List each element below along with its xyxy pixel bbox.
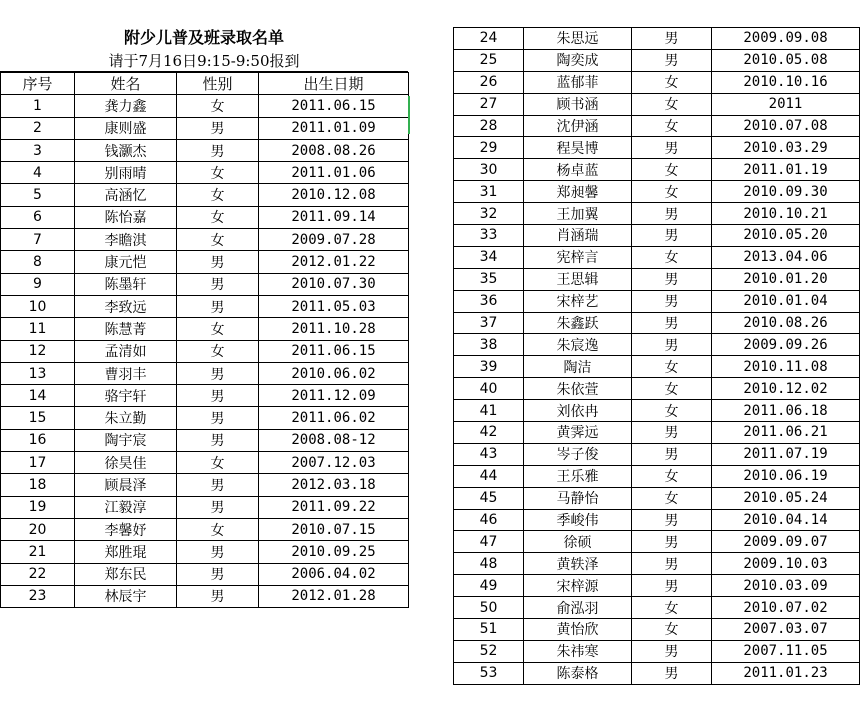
cell-number: 42 (454, 422, 524, 444)
cell-name: 王乐雅 (524, 465, 632, 487)
cell-name: 顾书涵 (524, 93, 632, 115)
cell-name: 陶奕成 (524, 49, 632, 71)
table-row (1, 229, 409, 251)
table-row (454, 28, 860, 50)
cell-gender: 女 (632, 619, 712, 641)
cell-number: 50 (454, 597, 524, 619)
cell-number: 12 (1, 340, 75, 362)
cell-name: 蓝郁菲 (524, 71, 632, 93)
table-row (1, 518, 409, 540)
column-header: 出生日期 (259, 73, 409, 95)
cell-gender: 女 (632, 356, 712, 378)
cell-number: 23 (1, 585, 75, 607)
table-row (454, 378, 860, 400)
cell-name: 陈怡嘉 (75, 206, 177, 228)
cell-gender: 男 (177, 139, 259, 161)
table-row (454, 356, 860, 378)
cell-name: 李致远 (75, 295, 177, 317)
cell-gender: 女 (632, 159, 712, 181)
cell-birthdate: 2010.10.16 (712, 71, 860, 93)
cell-birthdate: 2011.01.19 (712, 159, 860, 181)
table-row (1, 184, 409, 206)
cell-number: 35 (454, 268, 524, 290)
table-row (1, 385, 409, 407)
cell-name: 李瞻淇 (75, 229, 177, 251)
cell-name: 杨卓蓝 (524, 159, 632, 181)
cell-name: 康则盛 (75, 117, 177, 139)
table-row (454, 137, 860, 159)
cell-birthdate: 2010.03.09 (712, 575, 860, 597)
cell-birthdate: 2010.01.04 (712, 290, 860, 312)
cell-gender: 男 (632, 443, 712, 465)
cell-gender: 女 (632, 246, 712, 268)
cell-name: 孟清如 (75, 340, 177, 362)
cell-number: 39 (454, 356, 524, 378)
cell-number: 27 (454, 93, 524, 115)
cell-gender: 男 (177, 407, 259, 429)
cell-name: 郑东民 (75, 563, 177, 585)
cell-name: 王思辑 (524, 268, 632, 290)
cell-birthdate: 2011.01.09 (259, 117, 409, 139)
cell-name: 黄怡欣 (524, 619, 632, 641)
cell-gender: 男 (632, 28, 712, 50)
cell-name: 钱灏杰 (75, 139, 177, 161)
cell-number: 19 (1, 496, 75, 518)
cell-gender: 男 (632, 312, 712, 334)
cell-birthdate: 2009.09.07 (712, 531, 860, 553)
cell-name: 郑胜琨 (75, 541, 177, 563)
cell-birthdate: 2010.03.29 (712, 137, 860, 159)
cell-number: 53 (454, 662, 524, 684)
roster-sheet-left (0, 25, 408, 608)
cell-birthdate: 2011.05.03 (259, 295, 409, 317)
cell-number: 17 (1, 452, 75, 474)
cell-number: 14 (1, 385, 75, 407)
cell-name: 朱依萱 (524, 378, 632, 400)
cell-number: 22 (1, 563, 75, 585)
cell-birthdate: 2012.01.28 (259, 585, 409, 607)
cell-birthdate: 2010.12.08 (259, 184, 409, 206)
cell-gender: 男 (632, 640, 712, 662)
cell-name: 俞泓羽 (524, 597, 632, 619)
cell-number: 26 (454, 71, 524, 93)
cell-birthdate: 2011.07.19 (712, 443, 860, 465)
cell-gender: 男 (177, 273, 259, 295)
cell-birthdate: 2011.06.02 (259, 407, 409, 429)
cell-gender: 女 (632, 71, 712, 93)
cell-number: 29 (454, 137, 524, 159)
cell-name: 沈伊涵 (524, 115, 632, 137)
cell-name: 朱思远 (524, 28, 632, 50)
cell-birthdate: 2010.01.20 (712, 268, 860, 290)
cell-birthdate: 2010.06.19 (712, 465, 860, 487)
table-row (1, 340, 409, 362)
cell-gender: 男 (632, 422, 712, 444)
cell-gender: 男 (632, 225, 712, 247)
table-row (454, 115, 860, 137)
table-row (454, 225, 860, 247)
cell-birthdate: 2010.09.30 (712, 181, 860, 203)
table-row (1, 541, 409, 563)
cell-number: 52 (454, 640, 524, 662)
cell-name: 马静怡 (524, 487, 632, 509)
cell-gender: 女 (177, 95, 259, 117)
table-row (454, 93, 860, 115)
cell-name: 朱祎寒 (524, 640, 632, 662)
table-row (454, 422, 860, 444)
cell-gender: 男 (632, 203, 712, 225)
cell-gender: 男 (177, 295, 259, 317)
cell-number: 44 (454, 465, 524, 487)
cell-gender: 男 (632, 509, 712, 531)
cell-number: 31 (454, 181, 524, 203)
cell-number: 24 (454, 28, 524, 50)
cell-name: 朱立勤 (75, 407, 177, 429)
roster-table-left (0, 72, 409, 608)
cell-number: 37 (454, 312, 524, 334)
cell-gender: 男 (632, 662, 712, 684)
selection-marker (408, 96, 410, 134)
cell-gender: 女 (177, 229, 259, 251)
cell-birthdate: 2009.09.26 (712, 334, 860, 356)
cell-number: 40 (454, 378, 524, 400)
cell-name: 郑昶馨 (524, 181, 632, 203)
table-row (454, 640, 860, 662)
cell-name: 刘依冉 (524, 400, 632, 422)
roster-sheet-right (453, 27, 859, 685)
cell-name: 宪梓言 (524, 246, 632, 268)
table-row (454, 290, 860, 312)
cell-number: 4 (1, 162, 75, 184)
cell-gender: 女 (177, 184, 259, 206)
cell-gender: 男 (177, 496, 259, 518)
cell-number: 41 (454, 400, 524, 422)
table-row (454, 553, 860, 575)
cell-birthdate: 2007.03.07 (712, 619, 860, 641)
cell-gender: 男 (177, 251, 259, 273)
cell-number: 21 (1, 541, 75, 563)
cell-gender: 男 (632, 49, 712, 71)
table-row (454, 312, 860, 334)
cell-number: 46 (454, 509, 524, 531)
cell-number: 2 (1, 117, 75, 139)
cell-gender: 女 (632, 115, 712, 137)
cell-gender: 女 (632, 378, 712, 400)
cell-birthdate: 2008.08-12 (259, 429, 409, 451)
cell-name: 朱宸逸 (524, 334, 632, 356)
cell-number: 30 (454, 159, 524, 181)
cell-birthdate: 2011 (712, 93, 860, 115)
cell-name: 岑子俊 (524, 443, 632, 465)
cell-birthdate: 2010.12.02 (712, 378, 860, 400)
cell-birthdate: 2011.09.22 (259, 496, 409, 518)
cell-number: 36 (454, 290, 524, 312)
cell-number: 33 (454, 225, 524, 247)
cell-number: 6 (1, 206, 75, 228)
table-row (1, 585, 409, 607)
cell-birthdate: 2009.09.08 (712, 28, 860, 50)
cell-number: 5 (1, 184, 75, 206)
report-time-notice: 请于7月16日9:15-9:50报到 (0, 51, 408, 72)
cell-number: 34 (454, 246, 524, 268)
cell-birthdate: 2011.01.06 (259, 162, 409, 184)
cell-birthdate: 2010.11.08 (712, 356, 860, 378)
cell-birthdate: 2006.04.02 (259, 563, 409, 585)
table-row (1, 295, 409, 317)
cell-name: 陈泰格 (524, 662, 632, 684)
table-row (1, 95, 409, 117)
cell-birthdate: 2011.09.14 (259, 206, 409, 228)
table-row (454, 619, 860, 641)
cell-number: 13 (1, 362, 75, 384)
cell-gender: 男 (632, 268, 712, 290)
cell-name: 康元恺 (75, 251, 177, 273)
table-row (1, 496, 409, 518)
table-row (454, 181, 860, 203)
cell-gender: 女 (632, 181, 712, 203)
cell-birthdate: 2010.04.14 (712, 509, 860, 531)
cell-name: 王加翼 (524, 203, 632, 225)
cell-gender: 女 (177, 518, 259, 540)
table-header-row (1, 73, 409, 95)
cell-birthdate: 2007.12.03 (259, 452, 409, 474)
table-row (454, 334, 860, 356)
cell-birthdate: 2009.07.28 (259, 229, 409, 251)
cell-gender: 男 (632, 137, 712, 159)
cell-gender: 男 (632, 531, 712, 553)
cell-gender: 男 (177, 585, 259, 607)
table-row (454, 575, 860, 597)
cell-number: 11 (1, 318, 75, 340)
cell-number: 49 (454, 575, 524, 597)
column-header: 序号 (1, 73, 75, 95)
cell-gender: 女 (632, 487, 712, 509)
column-header: 姓名 (75, 73, 177, 95)
cell-gender: 男 (177, 563, 259, 585)
cell-birthdate: 2011.10.28 (259, 318, 409, 340)
cell-gender: 女 (177, 162, 259, 184)
cell-birthdate: 2010.10.21 (712, 203, 860, 225)
cell-birthdate: 2013.04.06 (712, 246, 860, 268)
cell-number: 38 (454, 334, 524, 356)
cell-birthdate: 2010.05.08 (712, 49, 860, 71)
cell-name: 陈墨轩 (75, 273, 177, 295)
table-row (1, 407, 409, 429)
table-row (1, 117, 409, 139)
cell-number: 48 (454, 553, 524, 575)
cell-birthdate: 2011.12.09 (259, 385, 409, 407)
cell-name: 陶洁 (524, 356, 632, 378)
table-row (454, 159, 860, 181)
cell-birthdate: 2010.09.25 (259, 541, 409, 563)
cell-name: 宋梓艺 (524, 290, 632, 312)
cell-name: 骆宇轩 (75, 385, 177, 407)
table-row (454, 531, 860, 553)
table-row (454, 203, 860, 225)
cell-birthdate: 2010.05.20 (712, 225, 860, 247)
cell-birthdate: 2011.06.21 (712, 422, 860, 444)
cell-name: 顾晨泽 (75, 474, 177, 496)
cell-birthdate: 2010.07.30 (259, 273, 409, 295)
table-row (1, 162, 409, 184)
cell-number: 51 (454, 619, 524, 641)
table-row (454, 597, 860, 619)
table-row (454, 71, 860, 93)
cell-birthdate: 2008.08.26 (259, 139, 409, 161)
cell-birthdate: 2010.06.02 (259, 362, 409, 384)
table-row (454, 246, 860, 268)
table-row (1, 318, 409, 340)
table-row (454, 268, 860, 290)
cell-number: 7 (1, 229, 75, 251)
cell-name: 季峻伟 (524, 509, 632, 531)
column-header: 性别 (177, 73, 259, 95)
cell-number: 28 (454, 115, 524, 137)
cell-number: 15 (1, 407, 75, 429)
cell-gender: 男 (632, 575, 712, 597)
table-row (1, 139, 409, 161)
cell-number: 8 (1, 251, 75, 273)
cell-name: 李馨妤 (75, 518, 177, 540)
cell-birthdate: 2009.10.03 (712, 553, 860, 575)
cell-number: 16 (1, 429, 75, 451)
cell-number: 20 (1, 518, 75, 540)
cell-gender: 女 (632, 597, 712, 619)
cell-name: 曹羽丰 (75, 362, 177, 384)
cell-name: 徐硕 (524, 531, 632, 553)
cell-gender: 男 (177, 474, 259, 496)
cell-name: 徐昊佳 (75, 452, 177, 474)
table-row (1, 452, 409, 474)
cell-number: 32 (454, 203, 524, 225)
cell-name: 陈慧菁 (75, 318, 177, 340)
cell-number: 10 (1, 295, 75, 317)
cell-gender: 男 (177, 117, 259, 139)
cell-name: 宋梓源 (524, 575, 632, 597)
cell-name: 别雨晴 (75, 162, 177, 184)
table-row (1, 429, 409, 451)
cell-birthdate: 2011.06.15 (259, 95, 409, 117)
cell-number: 9 (1, 273, 75, 295)
cell-birthdate: 2011.06.18 (712, 400, 860, 422)
cell-name: 江毅淳 (75, 496, 177, 518)
cell-name: 肖涵瑞 (524, 225, 632, 247)
table-row (454, 487, 860, 509)
cell-gender: 男 (632, 290, 712, 312)
cell-birthdate: 2010.07.08 (712, 115, 860, 137)
cell-number: 1 (1, 95, 75, 117)
cell-gender: 男 (632, 553, 712, 575)
cell-gender: 女 (632, 93, 712, 115)
table-row (1, 251, 409, 273)
cell-gender: 女 (177, 452, 259, 474)
cell-name: 高涵忆 (75, 184, 177, 206)
table-row (1, 474, 409, 496)
table-row (1, 206, 409, 228)
cell-gender: 女 (177, 318, 259, 340)
table-row (1, 563, 409, 585)
table-row (1, 362, 409, 384)
cell-birthdate: 2012.01.22 (259, 251, 409, 273)
table-row (454, 443, 860, 465)
table-row (454, 49, 860, 71)
cell-name: 黄霁远 (524, 422, 632, 444)
cell-gender: 男 (177, 541, 259, 563)
table-row (454, 509, 860, 531)
cell-birthdate: 2010.07.15 (259, 518, 409, 540)
roster-table-right (453, 27, 860, 685)
cell-name: 陶宇宸 (75, 429, 177, 451)
cell-birthdate: 2011.06.15 (259, 340, 409, 362)
cell-name: 林辰宇 (75, 585, 177, 607)
cell-gender: 男 (632, 334, 712, 356)
cell-gender: 男 (177, 362, 259, 384)
table-row (454, 465, 860, 487)
cell-gender: 男 (177, 385, 259, 407)
table-row (454, 400, 860, 422)
cell-birthdate: 2010.07.02 (712, 597, 860, 619)
table-row (1, 273, 409, 295)
page-title: 附少儿普及班录取名单 (123, 28, 284, 47)
table-row (454, 662, 860, 684)
cell-number: 25 (454, 49, 524, 71)
cell-gender: 女 (177, 206, 259, 228)
cell-name: 朱鑫跃 (524, 312, 632, 334)
cell-gender: 男 (177, 429, 259, 451)
cell-number: 18 (1, 474, 75, 496)
cell-birthdate: 2010.08.26 (712, 312, 860, 334)
cell-gender: 女 (632, 465, 712, 487)
cell-name: 黄轶泽 (524, 553, 632, 575)
cell-birthdate: 2010.05.24 (712, 487, 860, 509)
cell-gender: 女 (632, 400, 712, 422)
cell-gender: 女 (177, 340, 259, 362)
cell-number: 47 (454, 531, 524, 553)
cell-name: 龚力鑫 (75, 95, 177, 117)
cell-number: 43 (454, 443, 524, 465)
cell-birthdate: 2012.03.18 (259, 474, 409, 496)
cell-birthdate: 2011.01.23 (712, 662, 860, 684)
cell-number: 3 (1, 139, 75, 161)
cell-number: 45 (454, 487, 524, 509)
cell-birthdate: 2007.11.05 (712, 640, 860, 662)
cell-name: 程昊博 (524, 137, 632, 159)
